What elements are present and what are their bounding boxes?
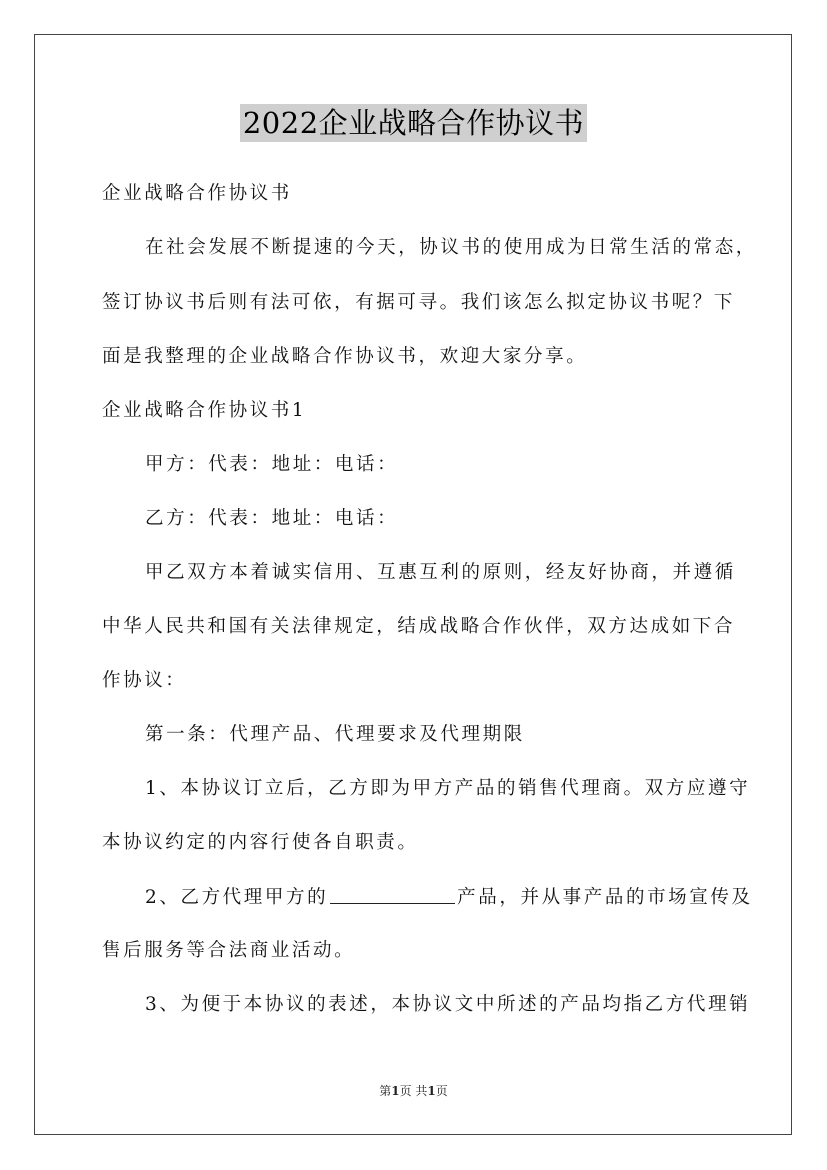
- paragraph-line: 1、本协议订立后，乙方即为甲方产品的销售代理商。双方应遵守: [145, 778, 751, 799]
- section-heading: 企业战略合作协议书1: [102, 400, 307, 421]
- page-footer: [0, 1083, 827, 1099]
- footer-text: 页 共: [399, 1084, 428, 1098]
- article-heading: 第一条：代理产品、代理要求及代理期限: [145, 724, 525, 745]
- paragraph-line: 作协议：: [102, 670, 187, 691]
- party-a-line: 甲方：代表：地址：电话：: [145, 454, 399, 475]
- text-segment: 2、乙方代理甲方的: [145, 887, 329, 908]
- paragraph-line: 面是我整理的企业战略合作协议书，欢迎大家分享。: [102, 346, 588, 367]
- paragraph-line: 中华人民共和国有关法律规定，结成战略合作伙伴，双方达成如下合: [102, 616, 736, 637]
- subtitle: 企业战略合作协议书: [102, 183, 292, 204]
- text-segment: 产品，并从事产品的市场宣传及: [457, 887, 753, 908]
- footer-text: 第: [379, 1084, 392, 1098]
- paragraph-line: 签订协议书后则有法可依，有据可寻。我们该怎么拟定协议书呢？下: [102, 292, 736, 313]
- paragraph-line: 售后服务等合法商业活动。: [102, 940, 356, 961]
- footer-page-number: 1: [391, 1084, 400, 1098]
- footer-text: 页: [435, 1084, 448, 1098]
- party-b-line: 乙方：代表：地址：电话：: [145, 508, 399, 529]
- paragraph-line: 甲乙双方本着诚实信用、互惠互利的原则，经友好协商，并遵循: [145, 562, 736, 583]
- paragraph-line: 3、为便于本协议的表述，本协议文中所述的产品均指乙方代理销: [145, 994, 751, 1015]
- paragraph-line-with-blank: [145, 885, 753, 910]
- footer-total-pages: 1: [427, 1084, 436, 1098]
- document-title: 2022企业战略合作协议书: [240, 104, 587, 142]
- title-container: [0, 104, 827, 142]
- paragraph-line: 本协议约定的内容行使各自职责。: [102, 832, 419, 853]
- fill-in-blank: [330, 885, 455, 904]
- paragraph-line: 在社会发展不断提速的今天，协议书的使用成为日常生活的常态，: [145, 237, 757, 258]
